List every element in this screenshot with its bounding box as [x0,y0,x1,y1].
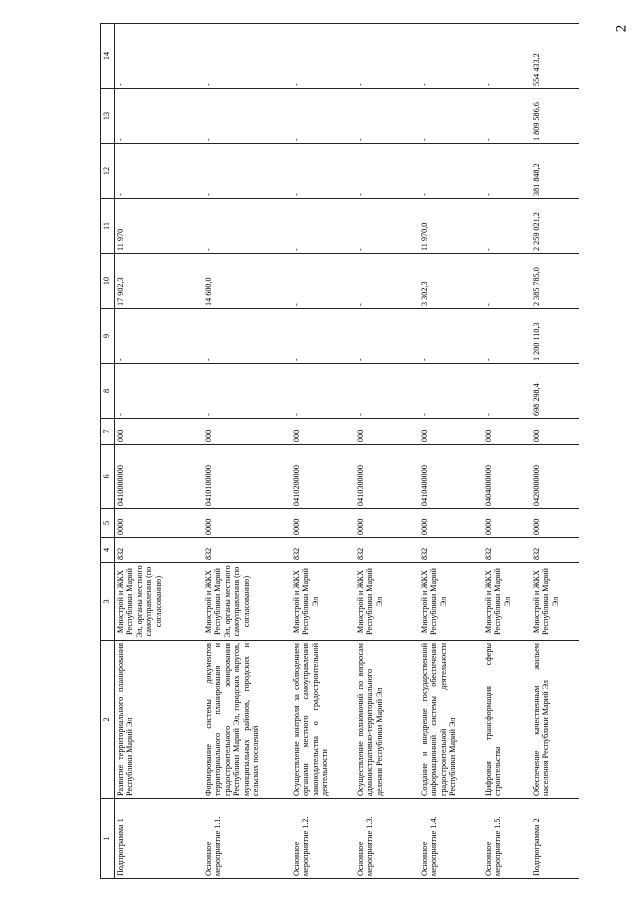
header-cell: 13 [101,89,115,144]
value-cell: - [483,144,531,199]
section-cell: 0000 [483,509,531,538]
value-cell: - [355,254,419,309]
header-cell: 4 [101,538,115,563]
header-cell: 6 [101,445,115,509]
header-cell: 2 [101,641,115,799]
value-cell: - [419,364,483,419]
value-cell: - [483,309,531,364]
program-title-cell: Осуществление полномочий по вопросам административно-территориального деления Республики Марий Эл [355,641,419,799]
target-article-cell: 0410100000 [203,445,291,509]
value-cell: 381 848,2 [531,144,579,199]
expense-type-cell: 000 [531,419,579,445]
grbs-cell: 832 [531,538,579,563]
header-row [101,24,115,879]
program-code-cell: Основное мероприятие 1.2. [291,799,355,879]
expense-type-cell: 000 [203,419,291,445]
value-cell: - [419,89,483,144]
rotated-landscape-page [100,24,619,879]
table-row [291,24,355,879]
value-cell: - [355,199,419,254]
section-cell: 0000 [115,509,204,538]
program-title-cell: Обеспечение качественным жильем населения Республики Марий Эл [531,641,579,799]
target-article-cell: 0410400000 [419,445,483,509]
header-cell: 7 [101,419,115,445]
section-cell: 0000 [355,509,419,538]
grbs-cell: 832 [419,538,483,563]
value-cell: - [419,144,483,199]
header-cell: 10 [101,254,115,309]
value-cell: 14 600,0 [203,254,291,309]
budget-table [100,23,579,879]
program-code-cell: Основное мероприятие 1.1. [203,799,291,879]
program-title-cell: Развитие территориального планирования Республики Марий Эл [115,641,204,799]
value-cell: - [203,144,291,199]
value-cell: - [419,309,483,364]
executor-cell: Минстрой и ЖКХ Республики Марий Эл, органы местного самоуправления (по согласованию) [115,563,204,641]
grbs-cell: 832 [291,538,355,563]
value-cell: - [291,24,355,89]
section-cell: 0000 [531,509,579,538]
value-cell: 1 200 110,3 [531,309,579,364]
table-row [483,24,531,879]
value-cell: - [483,24,531,89]
expense-type-cell: 000 [355,419,419,445]
table-row [531,24,579,879]
value-cell: - [203,309,291,364]
program-title-cell: Осуществление контроля за соблюдением органами местного самоуправления законодательства о градостроительной деятельности [291,641,355,799]
value-cell: - [483,199,531,254]
program-code-cell: Подпрограмма 2 [531,799,579,879]
program-title-cell: Формирование системы документов территориального планирования и градостроительного зонирования Республики Марий Эл, городских округов, муниципальных районов, городских и сельских поселений [203,641,291,799]
value-cell: - [115,309,204,364]
value-cell: - [291,254,355,309]
value-cell: - [355,24,419,89]
value-cell: - [355,144,419,199]
expense-type-cell: 000 [419,419,483,445]
header-cell: 14 [101,24,115,89]
grbs-cell: 832 [115,538,204,563]
value-cell: 11 970 [115,199,204,254]
table-row [419,24,483,879]
value-cell: - [115,144,204,199]
header-cell: 5 [101,509,115,538]
value-cell: 554 433,2 [531,24,579,89]
target-article-cell: 0410300000 [355,445,419,509]
table-row [203,24,291,879]
grbs-cell: 832 [355,538,419,563]
value-cell: 2 385 785,0 [531,254,579,309]
target-article-cell: 0410000000 [115,445,204,509]
value-cell: 1 809 586,6 [531,89,579,144]
executor-cell: Минстрой и ЖКХ Республики Марий Эл [355,563,419,641]
value-cell: 17 902,3 [115,254,204,309]
section-cell: 0000 [291,509,355,538]
value-cell: - [291,199,355,254]
value-cell: - [115,89,204,144]
value-cell: 11 970,0 [419,199,483,254]
section-cell: 0000 [203,509,291,538]
executor-cell: Минстрой и ЖКХ Республики Марий Эл [291,563,355,641]
program-title-cell: Создание и внедрение государственной информационной системы обеспечения градостроительной деятельности Республики Марий Эл [419,641,483,799]
table-row [115,24,204,879]
value-cell: - [291,364,355,419]
value-cell: - [203,199,291,254]
header-cell: 8 [101,364,115,419]
executor-cell: Минстрой и ЖКХ Республики Марий Эл [531,563,579,641]
value-cell: - [115,364,204,419]
target-article-cell: 0420000000 [531,445,579,509]
executor-cell: Минстрой и ЖКХ Республики Марий Эл [419,563,483,641]
expense-type-cell: 000 [483,419,531,445]
value-cell: - [291,144,355,199]
header-cell: 3 [101,563,115,641]
value-cell: - [419,24,483,89]
value-cell: - [115,24,204,89]
executor-cell: Минстрой и ЖКХ Республики Марий Эл [483,563,531,641]
header-cell: 12 [101,144,115,199]
program-code-cell: Подпрограмма 1 [115,799,204,879]
page-number: 2 [612,24,629,33]
value-cell: - [355,309,419,364]
target-article-cell: 0410200000 [291,445,355,509]
header-cell: 9 [101,309,115,364]
value-cell: - [483,364,531,419]
value-cell: - [291,89,355,144]
value-cell: - [203,364,291,419]
program-code-cell: Основное мероприятие 1.3. [355,799,419,879]
header-cell: 11 [101,199,115,254]
value-cell: - [291,309,355,364]
value-cell: - [483,89,531,144]
value-cell: 698 298,4 [531,364,579,419]
program-title-cell: Цифровая трансформация сферы строительства [483,641,531,799]
expense-type-cell: 000 [115,419,204,445]
target-article-cell: 0404000000 [483,445,531,509]
grbs-cell: 832 [483,538,531,563]
program-code-cell: Основное мероприятие 1.5. [483,799,531,879]
value-cell: - [355,364,419,419]
section-cell: 0000 [419,509,483,538]
program-code-cell: Основное мероприятие 1.4. [419,799,483,879]
executor-cell: Минстрой и ЖКХ Республики Марий Эл, органы местного самоуправления (по согласованию) [203,563,291,641]
grbs-cell: 832 [203,538,291,563]
table-row [355,24,419,879]
value-cell: 3 302,3 [419,254,483,309]
expense-type-cell: 000 [291,419,355,445]
value-cell: - [355,89,419,144]
header-cell: 1 [101,799,115,879]
value-cell: - [203,89,291,144]
value-cell: - [483,254,531,309]
value-cell: - [203,24,291,89]
value-cell: 2 259 021,2 [531,199,579,254]
